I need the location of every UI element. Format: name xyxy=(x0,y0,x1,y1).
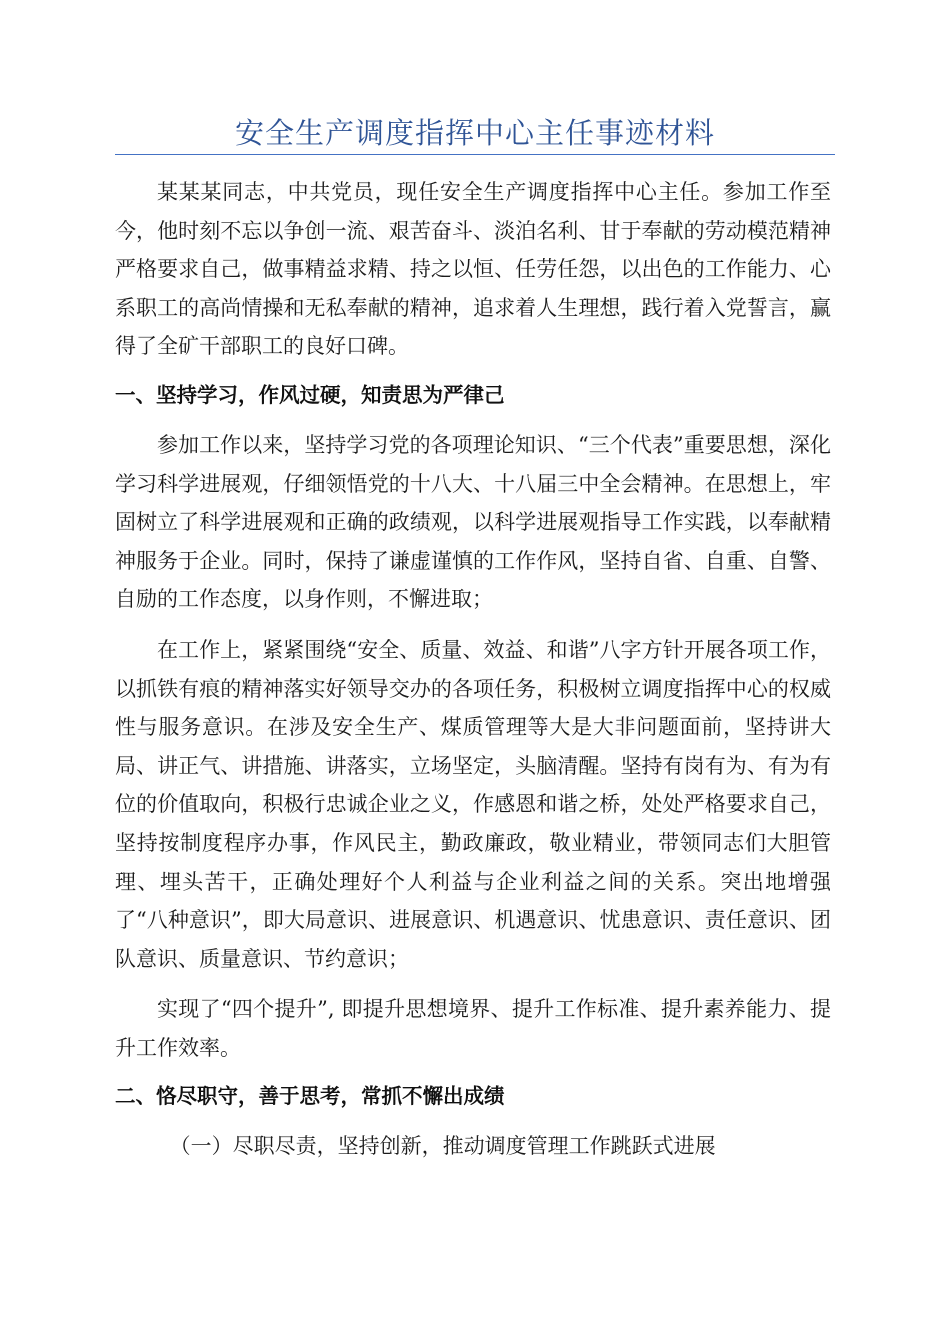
paragraph-study: 参加工作以来，坚持学习党的各项理论知识、“三个代表”重要思想，深化学习科学进展观，仔细领悟党的十八大、十八届三中全会精神。在思想上，牢固树立了科学进展观和正确的政绩观，以科学进展观指导工作实践，以奉献精神服务于企业。同时，保持了谦虚谨慎的工作作风，坚持自省、自重、自警、自励的工作态度，以身作则，不懈进取； xyxy=(115,432,831,612)
subsection-heading-1: （一）尽职尽责，坚持创新，推动调度管理工作跳跃式进展 xyxy=(169,1134,716,1159)
document-title: 安全生产调度指挥中心主任事迹材料 xyxy=(234,116,715,150)
document-body xyxy=(115,173,831,1166)
paragraph-four-improvements: 实现了“四个提升”, 即提升思想境界、提升工作标准、提升素养能力、提升工作效率。 xyxy=(115,997,831,1060)
title-underline xyxy=(115,154,835,155)
section-heading-1: 一、坚持学习，作风过硬，知责思为严律己 xyxy=(115,382,505,407)
paragraph-intro: 某某某同志，中共党员，现任安全生产调度指挥中心主任。参加工作至今，他时刻不忘以争创一流、艰苦奋斗、淡泊名利、甘于奉献的劳动模范精神严格要求自己，做事精益求精、持之以恒、任劳任怨，以出色的工作能力、心系职工的高尚情操和无私奉献的精神，追求着人生理想，践行着入党誓言，赢得了全矿干部职工的良好口碑。 xyxy=(115,180,831,359)
paragraph-work: 在工作上，紧紧围绕“安全、质量、效益、和谐”八字方针开展各项工作，以抓铁有痕的精神落实好领导交办的各项任务，积极树立调度指挥中心的权威性与服务意识。在涉及安全生产、煤质管理等大是大非问题面前，坚持讲大局、讲正气、讲措施、讲落实，立场坚定，头脑清醒。坚持有岗有为、有为有位的价值取向，积极行忠诚企业之义，作感恩和谐之桥，处处严格要求自己，坚持按制度程序办事，作风民主，勤政廉政，敬业精业，带领同志们大胆管理、埋头苦干，正确处理好个人利益与企业利益之间的关系。突出地增强了“八种意识”，即大局意识、进展意识、机遇意识、忧患意识、责任意识、团队意识、质量意识、节约意识； xyxy=(115,637,831,971)
section-heading-2: 二、恪尽职守，善于思考，常抓不懈出成绩 xyxy=(115,1084,505,1109)
